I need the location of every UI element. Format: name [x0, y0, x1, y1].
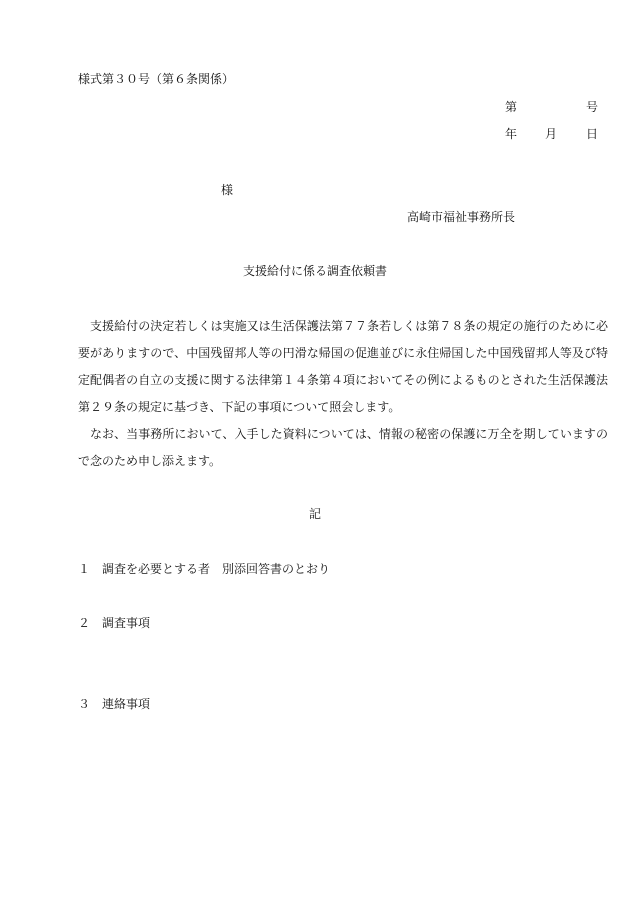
list-item — [78, 561, 330, 577]
list-item — [78, 615, 150, 631]
item-number: ３ — [78, 697, 91, 711]
date-year-label: 年 — [505, 127, 518, 141]
list-item — [78, 696, 150, 712]
document-number-suffix: 号 — [586, 100, 599, 114]
item-text: 連絡事項 — [102, 697, 151, 711]
form-number: 様式第３０号（第６条関係） — [78, 72, 235, 86]
date-month-label: 月 — [545, 127, 558, 141]
sender-name: 高崎市福祉事務所長 — [407, 210, 516, 224]
item-text: 調査を必要とする者 別添回答書のとおり — [102, 562, 331, 576]
item-number: １ — [78, 562, 91, 576]
body-paragraph-1: 支援給付の決定若しくは実施又は生活保護法第７７条若しくは第７８条の規定の施行のために必要がありますので、中国残留邦人等の円滑な帰国の促進並びに永住帰国した中国残留邦人等及び特定配偶者の自立の支援に関する法律第１４条第４項においてその例によるものとされた生活保護法第２９条の規定に基づき、下記の事項について照会します。 — [78, 319, 608, 414]
body-paragraph-2: なお、当事務所において、入手した資料については、情報の秘密の保護に万全を期していますので念のため申し添えます。 — [78, 427, 608, 468]
addressee-honorific: 様 — [221, 183, 234, 197]
item-number: ２ — [78, 616, 91, 630]
document-title: 支援給付に係る調査依頼書 — [242, 264, 387, 278]
item-text: 調査事項 — [102, 616, 151, 630]
document-number-prefix: 第 — [505, 100, 518, 114]
date-day-label: 日 — [586, 127, 599, 141]
ki-heading: 記 — [308, 507, 321, 521]
